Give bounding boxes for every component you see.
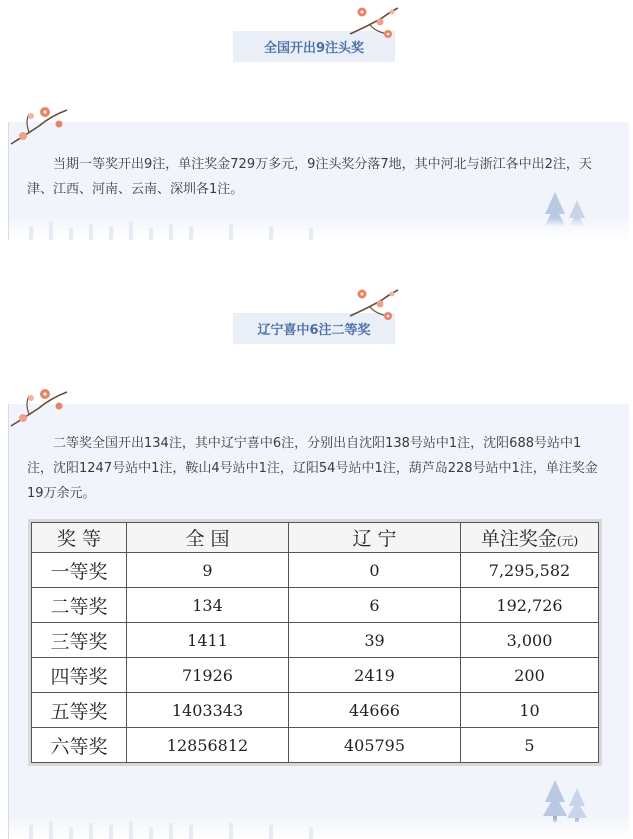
row-prize: 3,000 bbox=[461, 623, 599, 658]
header-level: 奖 等 bbox=[32, 523, 127, 553]
table-row bbox=[32, 588, 599, 623]
row-level: 五等奖 bbox=[32, 693, 127, 728]
plum-blossom-branch-icon bbox=[9, 386, 71, 430]
row-national: 1403343 bbox=[127, 693, 289, 728]
section1-card bbox=[8, 122, 629, 240]
row-liaoning: 0 bbox=[289, 553, 461, 588]
table-row bbox=[32, 658, 599, 693]
plum-blossom-branch-icon bbox=[348, 4, 400, 42]
section1-paragraph: 当期一等奖开出9注，单注奖金729万多元，9注头奖分落7地，其中河北与浙江各中出2注，天津、江西、河南、云南、深圳各1注。 bbox=[27, 157, 592, 197]
row-prize: 200 bbox=[461, 658, 599, 693]
row-prize: 10 bbox=[461, 693, 599, 728]
row-liaoning: 44666 bbox=[289, 693, 461, 728]
prize-table bbox=[31, 522, 599, 763]
table-header-row bbox=[32, 523, 599, 553]
header-prize bbox=[461, 523, 599, 553]
row-liaoning: 39 bbox=[289, 623, 461, 658]
row-prize: 7,295,582 bbox=[461, 553, 599, 588]
table-row bbox=[32, 553, 599, 588]
header-national: 全 国 bbox=[127, 523, 289, 553]
snowy-pine-tree-icon bbox=[543, 778, 591, 822]
row-national: 134 bbox=[127, 588, 289, 623]
header-prize-label: 单注奖金 bbox=[480, 528, 557, 550]
row-national: 71926 bbox=[127, 658, 289, 693]
section2-fence-decoration bbox=[9, 817, 629, 839]
table-row bbox=[32, 623, 599, 658]
row-liaoning: 405795 bbox=[289, 728, 461, 763]
row-level: 六等奖 bbox=[32, 728, 127, 763]
row-prize: 5 bbox=[461, 728, 599, 763]
row-level: 四等奖 bbox=[32, 658, 127, 693]
section1-fence-decoration bbox=[9, 218, 629, 240]
plum-blossom-branch-icon bbox=[348, 286, 400, 324]
table-row bbox=[32, 728, 599, 763]
row-prize: 192,726 bbox=[461, 588, 599, 623]
plum-blossom-branch-icon bbox=[9, 104, 71, 148]
table-row bbox=[32, 693, 599, 728]
row-liaoning: 6 bbox=[289, 588, 461, 623]
row-liaoning: 2419 bbox=[289, 658, 461, 693]
prize-table-frame bbox=[28, 519, 602, 766]
section2-paragraph: 二等奖全国开出134注，其中辽宁喜中6注，分别出自沈阳138号站中1注，沈阳688号站中1注，沈阳1247号站中1注，鞍山4号站中1注，辽阳54号站中1注，葫芦岛228号站中1注，单注奖金19万余元。 bbox=[27, 436, 598, 501]
row-level: 二等奖 bbox=[32, 588, 127, 623]
row-national: 12856812 bbox=[127, 728, 289, 763]
section2-title: 辽宁喜中6注二等奖 bbox=[257, 323, 371, 338]
header-liaoning: 辽 宁 bbox=[289, 523, 461, 553]
row-level: 一等奖 bbox=[32, 553, 127, 588]
header-prize-unit: (元) bbox=[556, 534, 579, 548]
row-national: 9 bbox=[127, 553, 289, 588]
row-national: 1411 bbox=[127, 623, 289, 658]
row-level: 三等奖 bbox=[32, 623, 127, 658]
section1-title: 全国开出9注头奖 bbox=[263, 41, 365, 56]
